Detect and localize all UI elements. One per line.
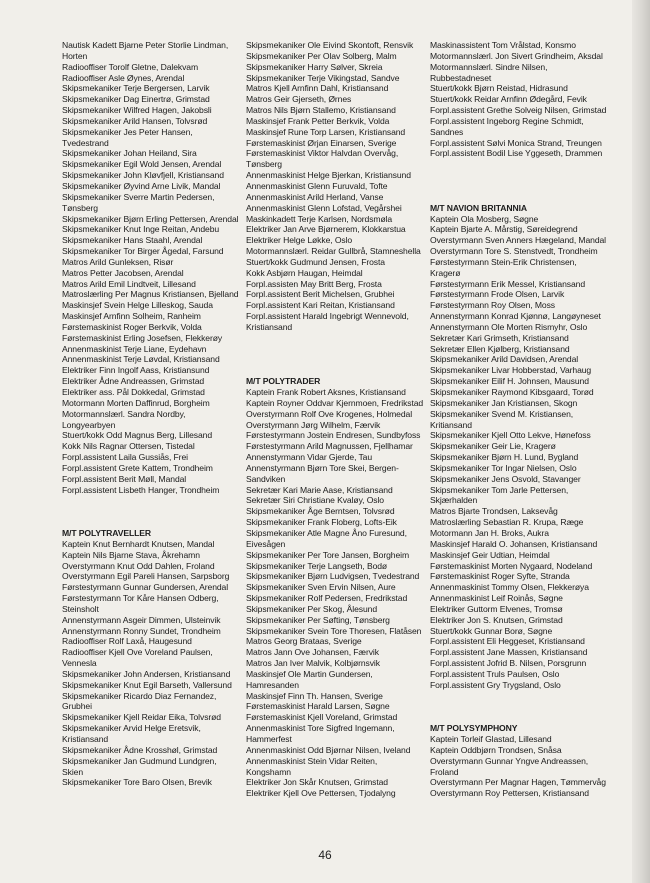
crew-entry: Skipsmekaniker Livar Hobberstad, Varhaug	[430, 365, 592, 376]
crew-entry: Annenstyrmann Asgeir Dimmen, Ulsteinvik	[62, 614, 221, 625]
crew-entry: Skipsmekaniker Tore Baro Olsen, Brevik	[62, 777, 212, 788]
crew-entry: Horten	[62, 50, 88, 61]
crew-entry: Kaptein Torleif Glastad, Lillesand	[430, 734, 552, 744]
crew-entry: Maskinsjef Rune Torp Larsen, Kristiansand	[246, 126, 406, 137]
crew-entry: Sekretær Kari Grimseth, Kristiansand	[430, 332, 569, 343]
crew-entry: Overstyrmann Egil Pareli Hansen, Sarpsborg	[62, 571, 230, 582]
crew-entry: Overstyrmann Rolf Ove Krogenes, Holmedal	[246, 408, 413, 419]
crew-entry: Annenmaskinist Glenn Furuvald, Tofte	[246, 180, 388, 191]
crew-entry: Elektriker Ådne Andreassen, Grimstad	[62, 376, 205, 387]
crew-entry: Matros Petter Jacobsen, Arendal	[62, 267, 184, 278]
crew-entry: Skien	[62, 766, 83, 777]
crew-entry: Maskinsjef Ole Martin Gundersen,	[246, 668, 373, 679]
crew-entry: Grubhei	[62, 701, 92, 712]
crew-entry: Radiooffiser Asle Øynes, Arendal	[62, 72, 185, 83]
crew-entry: Sandnes	[430, 126, 464, 137]
spacer	[430, 170, 635, 181]
crew-entry: Førstemaskinist Viktor Halvdan Overvåg,	[246, 148, 399, 159]
crew-entry: Forpl.assistent Gry Trygsland, Oslo	[430, 679, 561, 690]
crew-entry: Overstyrmann Knut Odd Dahlen, Froland	[62, 560, 215, 571]
crew-entry: Skipsmekaniker Bjørn Ludvigsen, Tvedestrand	[246, 571, 420, 582]
spacer	[246, 344, 426, 355]
crew-entry: Overstyrmann Sven Anners Hægeland, Mandal	[430, 235, 606, 246]
ship-heading: M/T POLYSYMPHONY	[430, 723, 518, 734]
crew-entry: Skipsmekaniker Bjørn Erling Pettersen, Arendal	[62, 213, 239, 224]
crew-entry: Førstemaskinist Kjell Voreland, Grimstad	[246, 712, 398, 723]
crew-entry: Skipsmekaniker Atle Magne Åno Furesund,	[246, 527, 407, 538]
crew-entry: Forpl.assistent Sølvi Monica Strand, Treungen	[430, 137, 602, 148]
crew-entry: Vennesla	[62, 658, 97, 669]
spacer	[62, 506, 242, 517]
crew-entry: Skipsmekaniker John Kløvfjell, Kristiansand	[62, 170, 224, 181]
crew-entry: Skipsmekaniker Hans Staahl, Arendal	[62, 235, 203, 246]
crew-entry: Skipsmekaniker Frank Floberg, Lofts-Eik	[246, 517, 397, 528]
crew-entry: Annenmaskinist Tommy Olsen, Flekkerøya	[430, 582, 589, 593]
spacer	[430, 701, 635, 712]
crew-entry: Skjærhalden	[430, 495, 478, 506]
spacer	[430, 192, 635, 203]
crew-entry: Matros Bjarte Trondsen, Laksevåg	[430, 506, 558, 517]
crew-entry: Forpl.assistent Truls Paulsen, Oslo	[430, 668, 560, 679]
crew-entry: Annenmaskinist Leif Roinås, Søgne	[430, 593, 563, 604]
crew-entry: Førstestyrmann Erik Messel, Kristiansand	[430, 278, 586, 289]
crew-entry: Førstemaskinist Roger Berkvik, Volda	[62, 321, 202, 332]
crew-entry: Annenmaskinist Odd Bjørnar Nilsen, Iveland	[246, 744, 411, 755]
crew-entry: Matroslærling Per Magnus Kristiansen, Bjelland	[62, 289, 239, 300]
crew-entry: Skipsmekaniker Kjell Reidar Eika, Tolvsrød	[62, 712, 221, 723]
crew-entry: Skipsmekaniker Eilif H. Johnsen, Mausund	[430, 376, 589, 387]
ship-heading: M/T POLYTRADER	[246, 376, 321, 387]
crew-entry: Kokk Asbjørn Haugan, Heimdal	[246, 267, 363, 278]
crew-entry: Overstyrmann Gunnar Yngve Andreassen,	[430, 755, 589, 766]
crew-entry: Forpl.assisten May Britt Berg, Frosta	[246, 278, 382, 289]
column-2	[246, 40, 426, 799]
crew-entry: Skipsmekaniker John Andersen, Kristiansand	[62, 668, 231, 679]
crew-entry: Forpl.assistent Jane Massen, Kristiansand	[430, 647, 588, 658]
crew-entry: Annenmaskinist Terje Løvdal, Kristiansand	[62, 354, 220, 365]
crew-entry: Overstyrmann Tore S. Stenstvedt, Trondheim	[430, 246, 598, 257]
crew-entry: Skipsmekaniker Ricardo Diaz Fernandez,	[62, 690, 217, 701]
crew-entry: Hammerfest	[246, 734, 292, 744]
crew-entry: Skipsmekaniker Arild Hansen, Tolvsrød	[62, 115, 208, 126]
crew-entry: Kaptein Knut Bernhardt Knutsen, Mandal	[62, 538, 215, 549]
crew-entry: Annenstyrmann Vidar Gjerde, Tau	[246, 452, 373, 463]
crew-entry: Elektriker ass. Pål Dokkedal, Grimstad	[62, 387, 205, 397]
crew-entry: Motormannslærl. Reidar Gullbrå, Stamneshella	[246, 246, 421, 257]
crew-entry: Kristiansand	[246, 321, 293, 332]
crew-entry: Hamresanden	[246, 679, 299, 690]
crew-entry: Sekretær Kari Marie Aase, Kristiansand	[246, 484, 393, 495]
crew-entry: Matros Kjell Arnfinn Dahl, Kristiansand	[246, 83, 389, 94]
crew-entry: Matros Geir Gjerseth, Ørnes	[246, 94, 352, 105]
crew-entry: Skipsmekaniker Bjørn H. Lund, Bygland	[430, 452, 579, 463]
crew-entry: Kaptein Bjarte A. Mårstig, Søreidegrend	[430, 224, 578, 235]
page-number: 46	[318, 848, 332, 862]
crew-entry: Forpl.assistent Grete Kattem, Trondheim	[62, 462, 213, 473]
crew-entry: Skipsmekaniker Terje Bergersen, Larvik	[62, 83, 210, 94]
crew-entry: Skipsmekaniker Dag Einertrø, Grimstad	[62, 94, 210, 105]
crew-entry: Matros Arild Gunleksen, Risør	[62, 256, 174, 267]
crew-entry: Maskinkadett Terje Karlsen, Nordsmøla	[246, 213, 393, 224]
crew-entry: Førstestyrmann Arild Magnussen, Fjellhamar	[246, 441, 413, 452]
spacer	[430, 159, 635, 170]
crew-entry: Matroslærling Sebastian R. Krupa, Ræge	[430, 517, 584, 528]
crew-entry: Matros Jan Iver Malvik, Kolbjørnsvik	[246, 658, 380, 669]
crew-entry: Skipsmekaniker Per Skog, Ålesund	[246, 603, 378, 614]
crew-entry: Kragerø	[430, 267, 461, 278]
crew-entry: Elektriker Guttorm Elvenes, Tromsø	[430, 603, 563, 614]
crew-entry: Elektriker Jan Arve Bjørnerem, Klokkarstua	[246, 224, 406, 235]
crew-entry: Stuert/kokk Gunnar Borø, Søgne	[430, 625, 553, 636]
spacer	[62, 517, 242, 528]
crew-entry: Annenmaskinist Glenn Lofstad, Vegårshei	[246, 202, 402, 213]
crew-entry: Maskinsjef Arnfinn Solheim, Ranheim	[62, 311, 201, 322]
crew-entry: Forpl.assistent Lisbeth Hanger, Trondheim	[62, 484, 220, 495]
crew-entry: Rubbestadneset	[430, 72, 492, 83]
crew-entry: Førstemaskinist Roger Syfte, Stranda	[430, 571, 570, 582]
crew-entry: Førstestyrmann Gunnar Gundersen, Arendal	[62, 582, 229, 593]
crew-entry: Maskinsjef Svein Helge Lilleskog, Sauda	[62, 300, 213, 311]
crew-entry: Froland	[430, 766, 459, 777]
crew-entry: Skipsmekaniker Jan Kristiansen, Skogn	[430, 397, 578, 408]
crew-entry: Forpl.assistent Jofrid B. Nilsen, Porsgrunn	[430, 658, 587, 669]
spacer	[62, 495, 242, 506]
crew-entry: Matros Arild Emil Lindtveit, Lillesand	[62, 278, 196, 289]
column-3	[430, 40, 635, 799]
crew-entry: Overstyrmann Per Magnar Hagen, Tømmervåg	[430, 777, 606, 788]
crew-entry: Skipsmekaniker Svend M. Kristiansen,	[430, 408, 574, 419]
crew-entry: Forpl.assistent Grethe Solveig Nilsen, Grimstad	[430, 105, 607, 116]
crew-entry: Forpl.assistent Kari Reitan, Kristiansand	[246, 300, 395, 311]
crew-entry: Skipsmekaniker Rolf Pedersen, Fredrikstad	[246, 593, 408, 604]
crew-entry: Maskinsjef Geir Udtian, Heimdal	[430, 549, 550, 560]
crew-entry: Kritiansand	[430, 419, 472, 430]
crew-entry: Eivesågen	[246, 538, 286, 549]
crew-entry: Skipsmekaniker Per Olav Solberg, Malm	[246, 50, 397, 61]
crew-entry: Skipsmekaniker Jan Gudmund Lundgren,	[62, 755, 217, 766]
crew-entry: Førstestyrmann Roy Olsen, Moss	[430, 300, 555, 311]
crew-entry: Skipsmekaniker Åge Berntsen, Tolvsrød	[246, 506, 395, 517]
crew-entry: Stuert/kokk Gudmund Jensen, Frosta	[246, 256, 385, 267]
crew-entry: Stuert/kokk Reidar Arnfinn Ødegård, Fevik	[430, 94, 587, 105]
crew-entry: Steinsholt	[62, 603, 99, 614]
crew-entry: Matros Nils Bjørn Stallemo, Kristiansand	[246, 105, 396, 116]
crew-entry: Annenmaskinist Stein Vidar Reiten,	[246, 755, 378, 766]
crew-entry: Motormannslærl. Sindre Nilsen,	[430, 61, 548, 72]
crew-entry: Kaptein Frank Robert Aksnes, Kristiansand	[246, 387, 406, 397]
crew-entry: Forpl.assistent Laila Gussiås, Frei	[62, 452, 188, 463]
crew-entry: Sekretær Ellen Kjølberg, Kristiansand	[430, 343, 570, 354]
crew-entry: Annenmaskinist Terje Liane, Eydehavn	[62, 343, 207, 354]
crew-entry: Maskinsjef Finn Th. Hansen, Sverige	[246, 690, 383, 701]
crew-entry: Stuert/kokk Bjørn Reistad, Hidrasund	[430, 83, 568, 94]
spacer	[430, 691, 635, 702]
crew-entry: Skipsmekaniker Per Tore Jansen, Borgheim	[246, 549, 410, 560]
crew-entry: Skipsmekaniker Per Søfting, Tønsberg	[246, 614, 390, 625]
crew-entry: Forpl.assistent Eli Heggeset, Kristiansand	[430, 636, 585, 647]
crew-entry: Sandviken	[246, 473, 286, 484]
crew-entry: Maskinsjef Harald O. Johansen, Kristiansand	[430, 538, 598, 549]
crew-entry: Kaptein Royner Oddvar Kjernmoen, Fredrikstad	[246, 397, 424, 408]
crew-entry: Annenmaskinist Arild Herland, Vanse	[246, 191, 384, 202]
crew-entry: Motormann Jan H. Broks, Aukra	[430, 527, 549, 538]
crew-entry: Elektriker Helge Løkke, Oslo	[246, 235, 353, 246]
crew-entry: Radiooffiser Torolf Gletne, Dalekvam	[62, 61, 199, 72]
crew-entry: Forpl.assistent Berit Møll, Mandal	[62, 473, 187, 484]
crew-entry: Forpl.assistent Berit Michelsen, Grubhei	[246, 289, 395, 300]
crew-entry: Skipsmekaniker Terje Langseth, Bodø	[246, 560, 388, 571]
crew-entry: Førstemaskinist Erling Josefsen, Flekkerøy	[62, 332, 223, 343]
crew-entry: Førstemaskinist Harald Larsen, Søgne	[246, 701, 390, 712]
crew-entry: Annenmaskinist Tore Sigfred Ingemann,	[246, 723, 395, 734]
crew-entry: Skipsmekaniker Raymond Kibsgaard, Torød	[430, 387, 594, 397]
spacer	[246, 354, 426, 365]
ship-heading: M/T NAVION BRITANNIA	[430, 202, 527, 213]
crew-entry: Radiooffiser Kjell Ove Voreland Paulsen,	[62, 647, 213, 658]
crew-entry: Nautisk Kadett Bjarne Peter Storlie Lindman,	[62, 40, 229, 50]
crew-entry: Skipsmekaniker Harry Sølver, Skreia	[246, 61, 383, 72]
crew-entry: Førstemaskinist Morten Nygaard, Nodeland	[430, 560, 593, 571]
crew-entry: Skipsmekaniker Johan Heiland, Sira	[62, 148, 197, 159]
crew-entry: Førstestyrmann Tor Kåre Hansen Odberg,	[62, 593, 219, 604]
crew-entry: Annenstyrmann Bjørn Tore Skei, Bergen-	[246, 462, 399, 473]
crew-entry: Skipsmekaniker Ole Eivind Skontoft, Rensvik	[246, 40, 414, 50]
crew-entry: Forpl.assistent Harald Ingebrigt Wennevold,	[246, 311, 409, 322]
crew-entry: Skipsmekaniker Terje Vikingstad, Sandve	[246, 72, 400, 83]
crew-entry: Elektriker Jon S. Knutsen, Grimstad	[430, 614, 563, 625]
crew-entry: Skipsmekaniker Jes Peter Hansen,	[62, 126, 193, 137]
crew-entry: Annenmaskinist Helge Bjerkan, Kristiansund	[246, 170, 411, 181]
crew-entry: Tvedestrand	[62, 137, 109, 148]
crew-entry: Skipsmekaniker Svein Tore Thoresen, Flatåsen	[246, 625, 422, 636]
crew-entry: Overstyrmann Roy Pettersen, Kristiansand	[430, 788, 589, 799]
crew-entry: Matros Jann Ove Johansen, Færvik	[246, 647, 379, 658]
crew-entry: Sekretær Siri Christiane Kvaløy, Oslo	[246, 495, 384, 506]
crew-entry: Skipsmekaniker Kjell Otto Lekve, Hønefoss	[430, 430, 591, 441]
crew-entry: Skipsmekaniker Sverre Martin Pedersen,	[62, 191, 215, 202]
crew-entry: Skipsmekaniker Tom Jarle Pettersen,	[430, 484, 569, 495]
crew-entry: Skipsmekaniker Wilfred Hagen, Jakobsli	[62, 105, 212, 116]
ship-heading: M/T POLYTRAVELLER	[62, 527, 152, 538]
crew-entry: Skipsmekaniker Øyvind Arne Livik, Mandal	[62, 180, 221, 191]
crew-entry: Skipsmekaniker Egil Wold Jensen, Arendal	[62, 159, 222, 170]
crew-entry: Motormannslærl. Jon Sivert Grindheim, Aksdal	[430, 50, 603, 61]
crew-entry: Maskinassistent Tom Vrålstad, Konsmo	[430, 40, 576, 50]
column-1	[62, 40, 242, 788]
crew-entry: Skipsmekaniker Tor Birger Ågedal, Farsund	[62, 246, 224, 257]
crew-entry: Matros Georg Brataas, Sverige	[246, 636, 362, 647]
crew-entry: Skipsmekaniker Knut Inge Reitan, Andebu	[62, 224, 220, 235]
spacer	[430, 712, 635, 723]
crew-entry: Elektriker Kjell Ove Pettersen, Tjodalyng	[246, 788, 396, 799]
crew-entry: Kaptein Nils Bjarne Stava, Åkrehamn	[62, 549, 200, 560]
crew-entry: Skipsmekaniker Tor Ingar Nielsen, Oslo	[430, 462, 577, 473]
crew-entry: Maskinsjef Frank Petter Berkvik, Volda	[246, 115, 390, 126]
crew-entry: Skipsmekaniker Jens Osvold, Stavanger	[430, 473, 581, 484]
crew-entry: Skipsmekaniker Geir Lie, Kragerø	[430, 441, 556, 452]
crew-entry: Skipsmekaniker Knut Egil Barseth, Vallersund	[62, 679, 232, 690]
crew-entry: Annenstyrmann Ole Morten Rismyhr, Oslo	[430, 321, 588, 332]
crew-entry: Stuert/kokk Odd Magnus Berg, Lillesand	[62, 430, 213, 441]
crew-entry: Førstestyrmann Frode Olsen, Larvik	[430, 289, 565, 300]
crew-entry: Annenstyrmann Konrad Kjønnø, Langøyneset	[430, 311, 601, 322]
crew-entry: Førstemaskinist Ørjan Einarsen, Sverige	[246, 137, 397, 148]
crew-entry: Overstyrmann Jørg Wilhelm, Færvik	[246, 419, 381, 430]
crew-entry: Kaptein Ola Mosberg, Søgne	[430, 213, 539, 224]
crew-entry: Longyearbyen	[62, 419, 116, 430]
crew-entry: Forpl.assistent Bodil Lise Yggeseth, Drammen	[430, 148, 603, 159]
crew-entry: Kongshamn	[246, 766, 291, 777]
crew-entry: Motormann Morten Daffinrud, Borgheim	[62, 397, 210, 408]
crew-entry: Skipsmekaniker Ådne Krosshøl, Grimstad	[62, 744, 218, 755]
crew-entry: Tønsberg	[62, 202, 98, 213]
crew-entry: Skipsmekaniker Arild Davidsen, Arendal	[430, 354, 579, 365]
crew-entry: Skipsmekaniker Arvid Helge Eretsvik,	[62, 723, 201, 734]
crew-entry: Annenstyrmann Ronny Sundet, Trondheim	[62, 625, 221, 636]
spacer	[430, 181, 635, 192]
crew-entry: Kristiansand	[62, 734, 109, 744]
crew-entry: Kokk Nils Ragnar Ottersen, Tistedal	[62, 441, 195, 452]
crew-entry: Skipsmekaniker Sven Ervin Nilsen, Aure	[246, 582, 396, 593]
crew-entry: Førstestyrmann Stein-Erik Christensen,	[430, 256, 577, 267]
crew-entry: Motormannslærl. Sandra Nordby,	[62, 408, 186, 419]
crew-entry: Radiooffiser Rolf Laxå, Haugesund	[62, 636, 192, 647]
crew-entry: Tønsberg	[246, 159, 282, 170]
crew-entry: Førstestyrmann Jostein Endresen, Sundbyfoss	[246, 430, 421, 441]
crew-entry: Kaptein Oddbjørn Trondsen, Snåsa	[430, 744, 562, 755]
crew-entry: Forpl.assistent Ingeborg Regine Schmidt,	[430, 115, 584, 126]
crew-entry: Elektriker Jon Skår Knutsen, Grimstad	[246, 777, 388, 788]
spacer	[246, 333, 426, 344]
crew-entry: Elektriker Finn Ingolf Aass, Kristiansund	[62, 365, 210, 376]
spacer	[246, 365, 426, 376]
